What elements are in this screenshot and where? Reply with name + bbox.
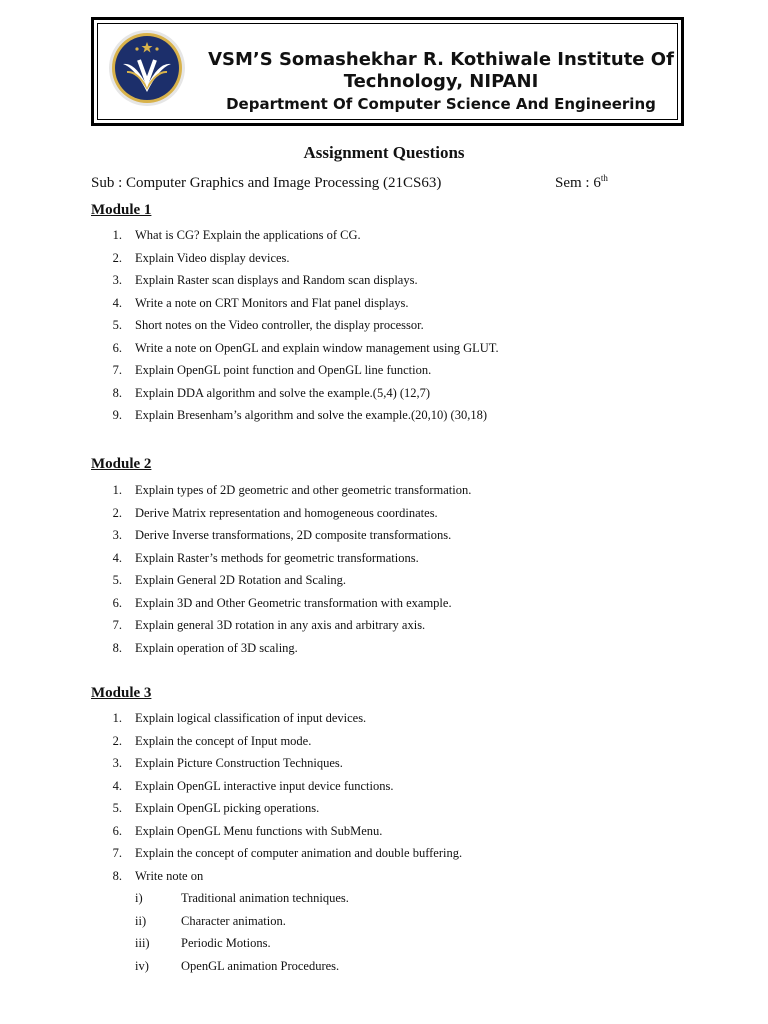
question-number: 7.: [112, 363, 122, 377]
question-number: 7.: [112, 846, 122, 860]
question-text: Explain Raster scan displays and Random scan displays.: [135, 273, 418, 287]
question-text: Explain the concept of computer animation and double buffering.: [135, 846, 463, 860]
module-1-question-list: [0, 227, 768, 430]
header-inner-border: [97, 23, 678, 120]
list-item: [0, 800, 768, 823]
institute-logo-icon: [107, 28, 187, 108]
module-2-question-list: [0, 482, 768, 662]
list-item: [0, 407, 768, 430]
list-item: [0, 823, 768, 846]
question-number: 5.: [112, 801, 122, 815]
question-text: Derive Matrix representation and homogeneous coordinates.: [135, 505, 438, 520]
question-number: 1.: [112, 711, 122, 725]
question-number: 9.: [112, 408, 122, 422]
list-item: [0, 527, 768, 550]
list-item: [0, 295, 768, 318]
question-text: Derive Inverse transformations, 2D composite transformations.: [135, 528, 452, 542]
question-text: Explain types of 2D geometric and other geometric transformation.: [135, 483, 472, 497]
question-number: 1.: [112, 228, 122, 242]
question-text: Write note on: [135, 868, 204, 883]
list-item: [0, 640, 768, 663]
question-text: What is CG? Explain the applications of CG.: [135, 228, 361, 242]
question-number: 6.: [112, 823, 122, 838]
list-item: [0, 550, 768, 573]
module-3-heading: Module 3: [91, 685, 152, 701]
question-number: 5.: [112, 318, 122, 332]
question-text: Short notes on the Video controller, the display processor.: [135, 318, 424, 332]
sub-list-item: [0, 958, 768, 981]
sub-item-number: ii): [135, 913, 147, 928]
sub-item-text: Periodic Motions.: [181, 936, 271, 950]
list-item: [0, 617, 768, 640]
question-text: Explain Raster’s methods for geometric transformations.: [135, 550, 419, 565]
question-text: Explain logical classification of input devices.: [135, 711, 367, 725]
semester-suffix: th: [600, 173, 608, 183]
list-item: [0, 227, 768, 250]
question-number: 2.: [112, 505, 122, 520]
question-number: 6.: [112, 340, 122, 355]
list-item: [0, 572, 768, 595]
sub-item-text: Character animation.: [181, 913, 286, 928]
institute-name: VSM’S Somashekhar R. Kothiwale Institute Of Technology, NIPANI: [208, 49, 674, 92]
question-text: Explain OpenGL picking operations.: [135, 801, 320, 815]
question-text: Explain general 3D rotation in any axis and arbitrary axis.: [135, 618, 426, 632]
question-text: Explain General 2D Rotation and Scaling.: [135, 573, 347, 587]
sub-list-item: [0, 913, 768, 936]
sub-list-item: [0, 890, 768, 913]
question-text: Explain Picture Construction Techniques.: [135, 756, 343, 770]
list-item: [0, 733, 768, 756]
sub-list-item: [0, 935, 768, 958]
sub-item-number: iv): [135, 958, 149, 973]
question-text: Write a note on CRT Monitors and Flat panel displays.: [135, 295, 409, 310]
sub-item-text: Traditional animation techniques.: [181, 891, 349, 905]
question-number: 8.: [112, 640, 122, 655]
list-item: [0, 868, 768, 891]
question-text: Explain Video display devices.: [135, 250, 290, 265]
list-item: [0, 340, 768, 363]
question-number: 2.: [112, 250, 122, 265]
question-text: Explain operation of 3D scaling.: [135, 640, 298, 655]
question-text: Write a note on OpenGL and explain window management using GLUT.: [135, 340, 499, 355]
question-text: Explain Bresenham’s algorithm and solve the example.(20,10) (30,18): [135, 408, 487, 422]
question-text: Explain OpenGL interactive input device functions.: [135, 778, 394, 793]
question-number: 7.: [112, 618, 122, 632]
subject-line: Sub : Computer Graphics and Image Processing (21CS63): [91, 175, 442, 191]
question-number: 4.: [112, 295, 122, 310]
list-item: [0, 250, 768, 273]
module-3-question-list: [0, 710, 768, 980]
question-text: Explain OpenGL point function and OpenGL line function.: [135, 363, 432, 377]
page-title: Assignment Questions: [303, 143, 465, 162]
question-number: 3.: [112, 756, 122, 770]
question-number: 8.: [112, 868, 122, 883]
list-item: [0, 755, 768, 778]
department-name: Department Of Computer Science And Engineering: [226, 95, 656, 113]
question-number: 8.: [112, 385, 122, 400]
sub-item-number: iii): [135, 936, 150, 950]
question-text: Explain OpenGL Menu functions with SubMenu.: [135, 823, 383, 838]
list-item: [0, 505, 768, 528]
list-item: [0, 595, 768, 618]
question-text: Explain 3D and Other Geometric transformation with example.: [135, 595, 452, 610]
list-item: [0, 710, 768, 733]
list-item: [0, 362, 768, 385]
institute-header: [91, 17, 684, 126]
question-number: 3.: [112, 273, 122, 287]
list-item: [0, 845, 768, 868]
semester-label: Sem : 6: [555, 175, 601, 191]
list-item: [0, 385, 768, 408]
question-number: 4.: [112, 550, 122, 565]
question-number: 3.: [112, 528, 122, 542]
semester-line: [555, 173, 608, 193]
question-number: 1.: [112, 483, 122, 497]
question-number: 2.: [112, 733, 122, 748]
list-item: [0, 317, 768, 340]
question-text: Explain DDA algorithm and solve the example.(5,4) (12,7): [135, 385, 431, 400]
sub-item-text: OpenGL animation Procedures.: [181, 958, 340, 973]
list-item: [0, 482, 768, 505]
question-number: 4.: [112, 778, 122, 793]
question-text: Explain the concept of Input mode.: [135, 733, 312, 748]
list-item: [0, 272, 768, 295]
question-number: 6.: [112, 595, 122, 610]
question-number: 5.: [112, 573, 122, 587]
module-2-heading: Module 2: [91, 456, 152, 472]
list-item: [0, 778, 768, 801]
sub-item-number: i): [135, 891, 143, 905]
module-1-heading: Module 1: [91, 202, 152, 218]
